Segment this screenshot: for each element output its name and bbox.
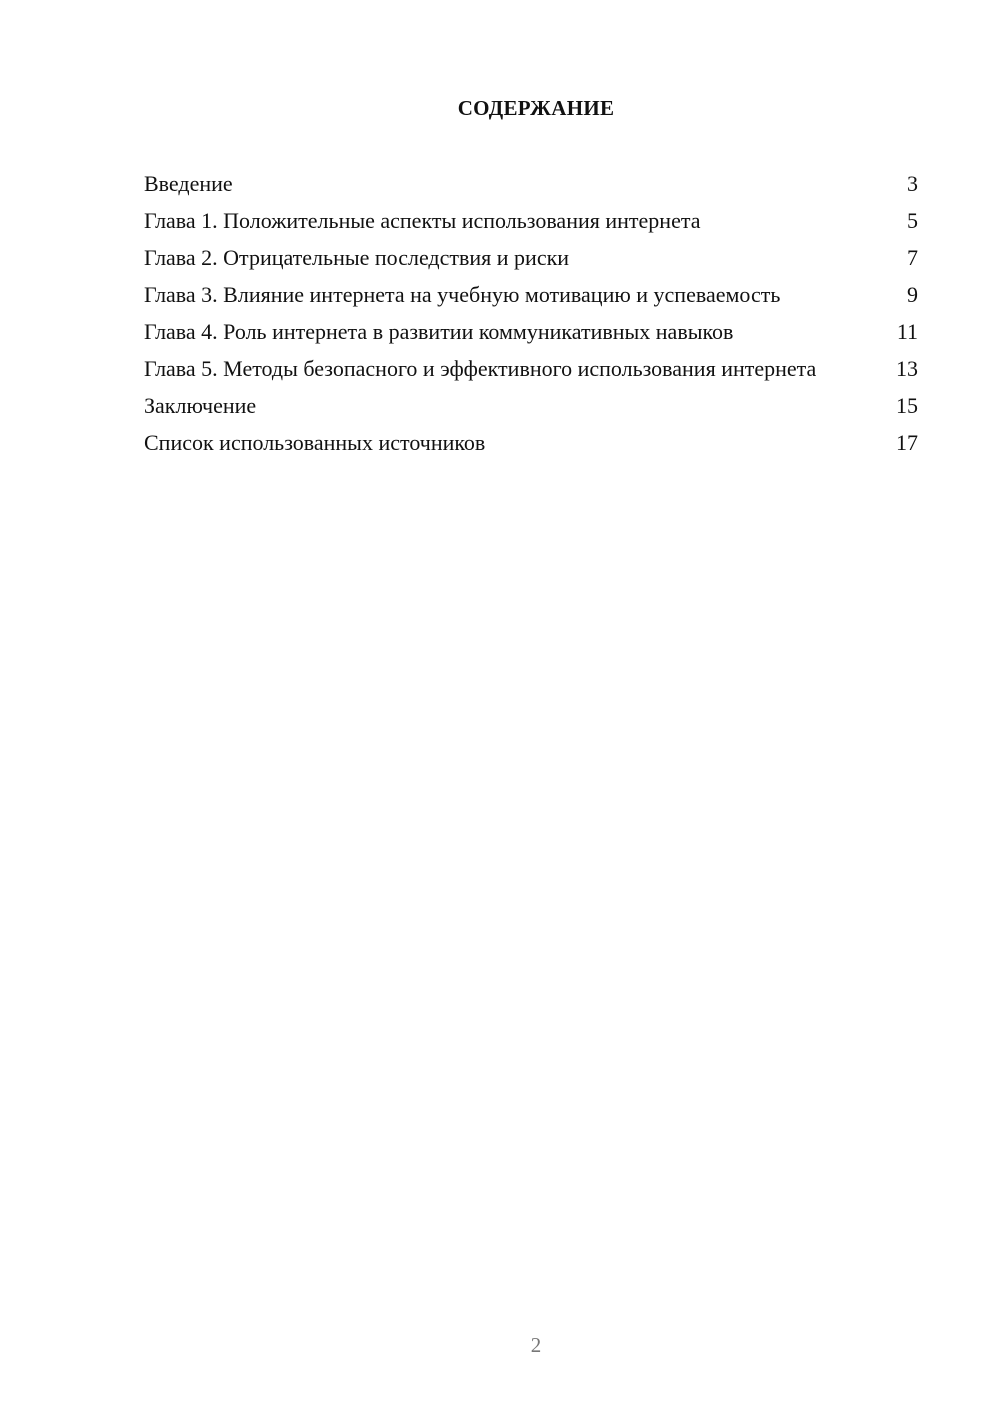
toc-entry-label: Глава 2. Отрицательные последствия и риски [144, 245, 570, 270]
toc-entry-label: Глава 1. Положительные аспекты использования интернета [144, 208, 701, 233]
toc-entry-page: 15 [896, 393, 918, 418]
toc-entry-label: Глава 4. Роль интернета в развитии коммуникативных навыков [144, 319, 734, 344]
toc-entry-page: 17 [896, 430, 918, 455]
toc-entry-chapter-5 [144, 355, 918, 382]
toc-entry-chapter-4 [144, 318, 918, 345]
toc-entry-label: Глава 3. Влияние интернета на учебную мотивацию и успеваемость [144, 282, 781, 307]
toc-entry-introduction [144, 170, 918, 197]
toc-entry-chapter-3 [144, 281, 918, 308]
toc-entry-page: 11 [896, 319, 918, 344]
toc-entry-label: Глава 5. Методы безопасного и эффективного использования интернета [144, 356, 817, 381]
toc-entry-page: 3 [907, 171, 918, 196]
toc-entry-chapter-1 [144, 207, 918, 234]
toc-entry-conclusion [144, 392, 918, 419]
toc-entry-page: 5 [907, 208, 918, 233]
toc-title: СОДЕРЖАНИЕ [457, 96, 615, 120]
toc-entry-references [144, 429, 918, 456]
toc-entry-label: Список использованных источников [144, 430, 486, 455]
toc-entry-page: 7 [907, 245, 918, 270]
page-number: 2 [530, 1333, 542, 1357]
toc-entry-chapter-2 [144, 244, 918, 271]
toc-entry-label: Заключение [144, 393, 257, 418]
table-of-contents [144, 170, 918, 466]
toc-entry-label: Введение [144, 171, 233, 196]
toc-entry-page: 13 [896, 356, 918, 381]
toc-entry-page: 9 [907, 282, 918, 307]
